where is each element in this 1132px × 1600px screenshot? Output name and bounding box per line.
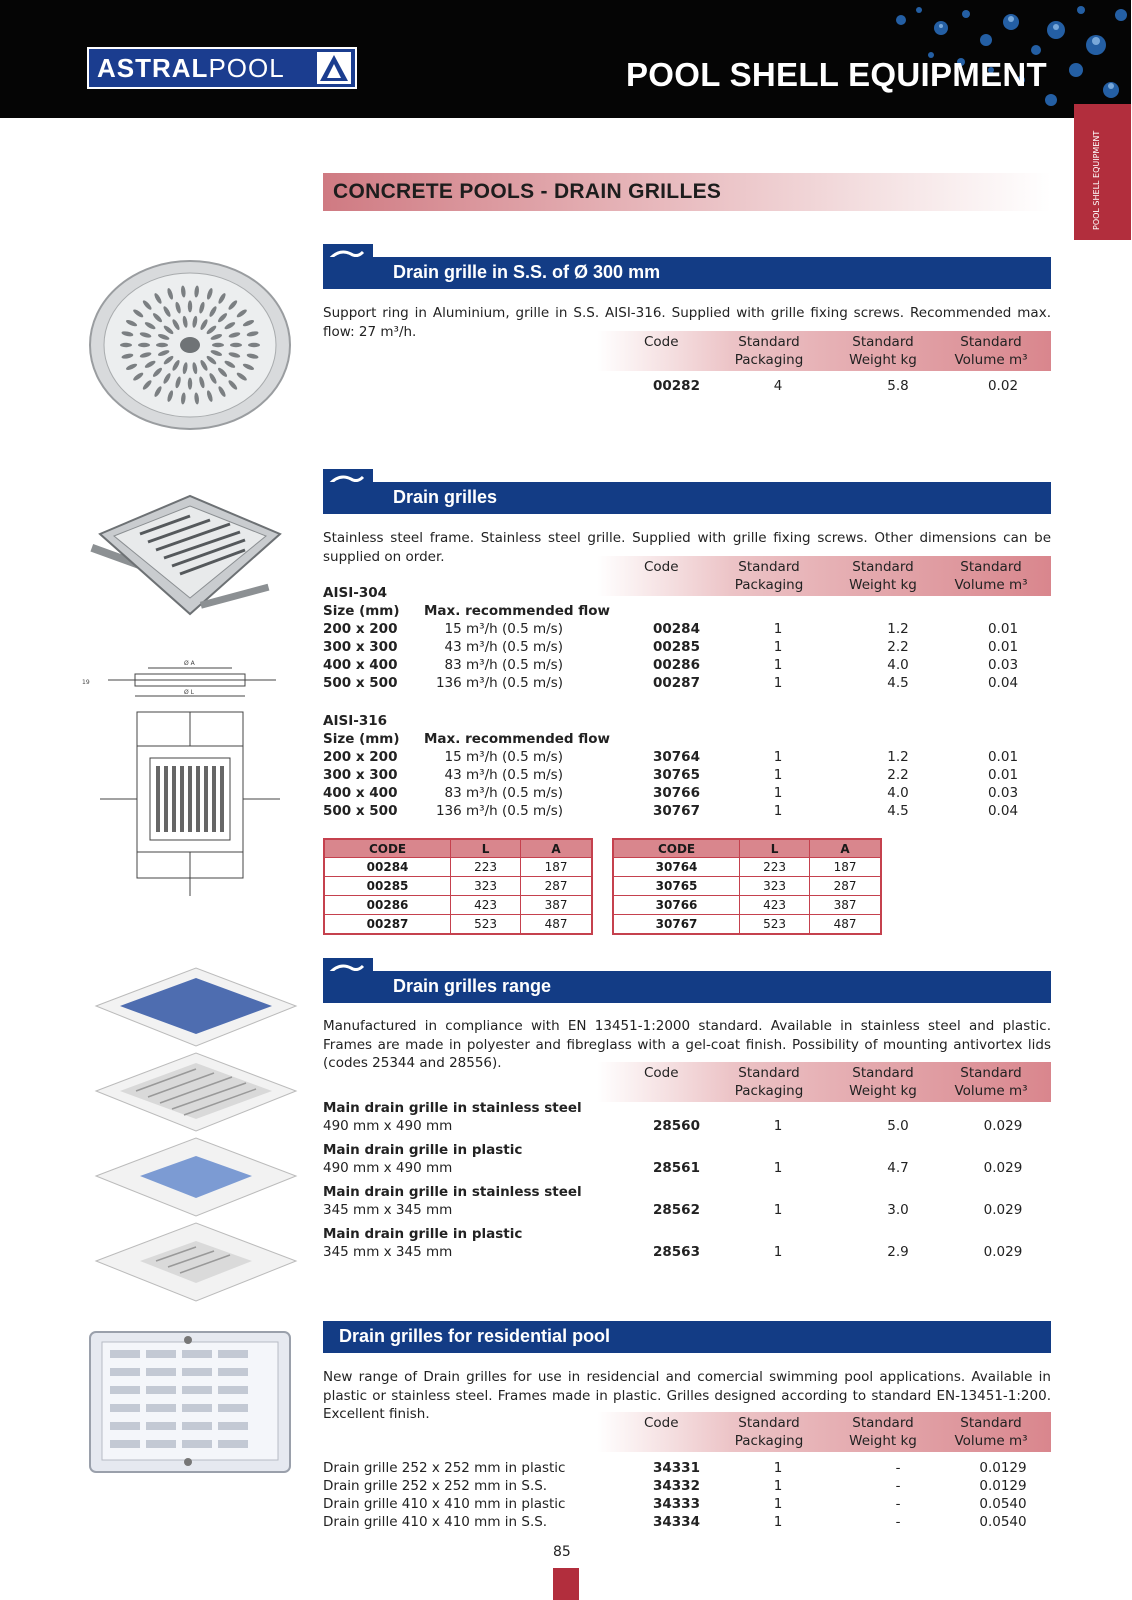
col-weight-1: Standard <box>852 559 914 575</box>
cell-volume: 0.03 <box>987 657 1019 673</box>
side-tab-label: POOL SHELL EQUIPMENT <box>1092 130 1101 230</box>
table-row <box>323 1459 1051 1477</box>
cell-volume: 0.01 <box>987 749 1019 765</box>
cell-code: 34333 <box>653 1496 700 1512</box>
cell-flow: 83 m³/h (0.5 m/s) <box>444 785 563 801</box>
grille-slot <box>138 343 150 347</box>
cell-packaging: 1 <box>773 639 783 655</box>
group-name: AISI-304 <box>323 585 387 601</box>
cell-volume: 0.029 <box>983 1118 1023 1134</box>
cell-packaging: 1 <box>773 1496 783 1512</box>
cell-code: 00287 <box>653 675 700 691</box>
size-label: Size (mm) <box>323 731 400 747</box>
product-header <box>323 482 1051 514</box>
col-packaging <box>728 1414 810 1450</box>
item-name: Main drain grille in plastic <box>323 1142 523 1158</box>
cell-flow: 15 m³/h (0.5 m/s) <box>444 749 563 765</box>
col-volume-1: Standard <box>960 1415 1022 1431</box>
cell-code: 34332 <box>653 1478 700 1494</box>
table-header <box>597 556 1051 596</box>
grille-slot <box>212 343 224 347</box>
cell-size: 400 x 400 <box>323 785 398 801</box>
item-name: Main drain grille in stainless steel <box>323 1184 582 1200</box>
section-banner <box>323 173 1051 211</box>
col-weight-1: Standard <box>852 1065 914 1081</box>
size-label: Size (mm) <box>323 603 400 619</box>
table-row <box>323 748 1051 766</box>
table-row <box>323 1495 1051 1513</box>
product-title: Drain grilles <box>393 487 498 507</box>
cell-size: 345 mm x 345 mm <box>323 1244 453 1260</box>
col-volume <box>949 1414 1033 1450</box>
square-drain-grille-image <box>80 494 288 634</box>
cell-weight: 4.5 <box>887 675 909 691</box>
group-subheader <box>323 602 1051 620</box>
col-weight-1: Standard <box>852 1415 914 1431</box>
dim-cell-a: 287 <box>810 877 881 896</box>
col-packaging-2: Packaging <box>734 352 804 368</box>
col-weight-1: Standard <box>852 334 914 350</box>
dim-cell-a: 287 <box>521 877 592 896</box>
dim-header-l: L <box>740 839 810 858</box>
cell-size: 200 x 200 <box>323 621 398 637</box>
dim-cell-a: 487 <box>521 915 592 935</box>
cell-flow: 43 m³/h (0.5 m/s) <box>444 767 563 783</box>
cell-weight: 4.5 <box>887 803 909 819</box>
dim-cell-l: 223 <box>451 858 521 877</box>
grille-slot <box>156 343 168 347</box>
product-header <box>323 971 1051 1003</box>
dimension-table-316 <box>612 838 882 935</box>
col-volume-1: Standard <box>960 334 1022 350</box>
cell-packaging: 1 <box>773 1160 783 1176</box>
cell-packaging: 1 <box>773 803 783 819</box>
cell-weight: 2.9 <box>887 1244 909 1260</box>
cell-weight: 1.2 <box>887 621 909 637</box>
grille-slot <box>188 300 192 312</box>
cell-weight: 5.0 <box>887 1118 909 1134</box>
cell-size: 400 x 400 <box>323 657 398 673</box>
cell-volume: 0.0540 <box>979 1514 1027 1530</box>
dim-cell-code: 00284 <box>324 858 451 877</box>
col-packaging <box>728 558 810 594</box>
cell-size: 490 mm x 490 mm <box>323 1160 453 1176</box>
cell-volume: 0.0540 <box>979 1496 1027 1512</box>
dim-cell-code: 30766 <box>613 896 740 915</box>
grille-slot <box>230 343 242 347</box>
col-packaging-1: Standard <box>738 334 800 350</box>
dim-cell-a: 187 <box>521 858 592 877</box>
cell-code: 30764 <box>653 749 700 765</box>
brand-light: POOL <box>208 52 285 83</box>
dim-header-l: L <box>451 839 521 858</box>
cell-weight: 3.0 <box>887 1202 909 1218</box>
dim-cell-code: 00286 <box>324 896 451 915</box>
label-dia-l: Ø L <box>184 689 194 696</box>
cell-weight: 4.7 <box>887 1160 909 1176</box>
dim-cell-l: 523 <box>740 915 810 935</box>
grille-slot <box>188 378 192 390</box>
cell-weight: - <box>895 1496 901 1512</box>
drain-grille-technical-drawing <box>80 660 290 916</box>
cell-packaging: 1 <box>773 675 783 691</box>
cell-size: 490 mm x 490 mm <box>323 1118 453 1134</box>
col-packaging-1: Standard <box>738 1415 800 1431</box>
cell-packaging: 1 <box>773 1460 783 1476</box>
dim-cell-code: 30767 <box>613 915 740 935</box>
col-volume <box>949 558 1033 594</box>
product-title: Drain grille in S.S. of Ø 300 mm <box>393 262 661 282</box>
cell-code: 00285 <box>653 639 700 655</box>
dim-cell-code: 30764 <box>613 858 740 877</box>
cell-volume: 0.03 <box>987 785 1019 801</box>
cell-volume: 0.02 <box>987 378 1019 394</box>
cell-volume: 0.029 <box>983 1202 1023 1218</box>
dim-header-a: A <box>521 839 592 858</box>
cell-weight: 4.0 <box>887 657 909 673</box>
cell-code: 00282 <box>653 378 700 394</box>
drain-grilles-range-images <box>96 968 296 1308</box>
table-row <box>323 802 1051 820</box>
cell-packaging: 1 <box>773 1514 783 1530</box>
round-drain-grille-image <box>88 258 292 432</box>
product-header <box>323 257 1051 289</box>
cell-size: 300 x 300 <box>323 639 398 655</box>
col-packaging <box>728 1064 810 1100</box>
cell-name: Drain grille 252 x 252 mm in plastic <box>323 1460 566 1476</box>
dimension-table-304 <box>323 838 593 935</box>
product-title: Drain grilles for residential pool <box>339 1326 611 1346</box>
dim-cell-code: 00285 <box>324 877 451 896</box>
cell-volume: 0.04 <box>987 803 1019 819</box>
table-row <box>323 1117 1051 1135</box>
product-description: New range of Drain grilles for use in residencial and comercial swimming pool applications. Available in plastic or stainless steel. Frames made in plastic. Grilles designed according to standard EN-13451-1:200. Excellent finish. <box>323 1369 1051 1422</box>
cell-packaging: 1 <box>773 657 783 673</box>
dim-cell-l: 423 <box>451 896 521 915</box>
col-volume-1: Standard <box>960 559 1022 575</box>
product-header <box>323 1321 1051 1353</box>
table-header <box>597 331 1051 371</box>
col-weight-2: Weight kg <box>849 1433 917 1449</box>
dim-cell-a: 187 <box>810 858 881 877</box>
cell-packaging: 1 <box>773 1118 783 1134</box>
product-description: Support ring in Aluminium, grille in S.S. AISI-316. Supplied with grille fixing screws. Recommended max. flow: 27 m³/h. <box>323 305 1051 340</box>
cell-code: 30765 <box>653 767 700 783</box>
product-description: Manufactured in compliance with EN 13451-1:2000 standard. Available in stainless steel and plastic. Frames are made in polyester and fibreglass with a gel-coat finish. Possibility of mounting antivortex lids (codes 25344 and 28556). <box>323 1018 1051 1071</box>
dim-cell-l: 523 <box>451 915 521 935</box>
col-volume <box>949 333 1033 369</box>
cell-code: 28560 <box>653 1118 700 1134</box>
cell-packaging: 1 <box>773 1478 783 1494</box>
col-packaging-1: Standard <box>738 1065 800 1081</box>
cell-packaging: 1 <box>773 1202 783 1218</box>
cell-code: 00286 <box>653 657 700 673</box>
cell-size: 300 x 300 <box>323 767 398 783</box>
col-packaging <box>728 333 810 369</box>
dim-row <box>613 877 881 896</box>
cell-flow: 43 m³/h (0.5 m/s) <box>444 639 563 655</box>
dim-cell-a: 387 <box>521 896 592 915</box>
product-title: Drain grilles range <box>393 976 552 996</box>
col-volume <box>949 1064 1033 1100</box>
flow-label: Max. recommended flow <box>424 731 611 747</box>
label-height: 19 <box>82 679 90 686</box>
cell-weight: 4.0 <box>887 785 909 801</box>
col-code: Code <box>644 334 679 350</box>
table-row <box>323 1201 1051 1219</box>
cell-weight: 2.2 <box>887 639 909 655</box>
cell-volume: 0.029 <box>983 1160 1023 1176</box>
triangle-logo-icon <box>317 52 351 84</box>
cell-size: 200 x 200 <box>323 749 398 765</box>
col-volume-2: Volume m³ <box>954 1433 1028 1449</box>
group-subheader <box>323 730 1051 748</box>
table-row <box>323 766 1051 784</box>
table-header <box>597 1062 1051 1102</box>
col-packaging-2: Packaging <box>734 577 804 593</box>
cell-code: 00284 <box>653 621 700 637</box>
cell-flow: 136 m³/h (0.5 m/s) <box>435 675 563 691</box>
dim-cell-l: 223 <box>740 858 810 877</box>
cell-packaging: 1 <box>773 1244 783 1260</box>
cell-weight: - <box>895 1478 901 1494</box>
dim-row <box>613 915 881 935</box>
cell-weight: 2.2 <box>887 767 909 783</box>
product-description: Stainless steel frame. Stainless steel grille. Supplied with grille fixing screws. Other dimensions can be supplied on order. <box>323 530 1051 565</box>
col-volume-2: Volume m³ <box>954 577 1028 593</box>
dim-cell-code: 30765 <box>613 877 740 896</box>
col-packaging-2: Packaging <box>734 1433 804 1449</box>
cell-weight: - <box>895 1460 901 1476</box>
table-row <box>323 784 1051 802</box>
cell-code: 28562 <box>653 1202 700 1218</box>
col-code: Code <box>644 1415 679 1431</box>
dim-row <box>324 877 592 896</box>
dim-cell-l: 323 <box>451 877 521 896</box>
cell-volume: 0.01 <box>987 621 1019 637</box>
item-name: Main drain grille in stainless steel <box>323 1100 582 1116</box>
col-volume-2: Volume m³ <box>954 352 1028 368</box>
cell-code: 28563 <box>653 1244 700 1260</box>
table-row <box>323 656 1051 674</box>
cell-volume: 0.029 <box>983 1244 1023 1260</box>
item-name: Main drain grille in plastic <box>323 1226 523 1242</box>
chapter-side-tab <box>1074 104 1131 240</box>
col-code: Code <box>644 1065 679 1081</box>
grille-slot <box>248 343 260 347</box>
cell-flow: 15 m³/h (0.5 m/s) <box>444 621 563 637</box>
dim-header-code: CODE <box>324 839 451 858</box>
grille-slot <box>120 343 132 347</box>
brand-bold: ASTRAL <box>97 52 209 83</box>
cell-volume: 0.04 <box>987 675 1019 691</box>
table-row <box>323 1513 1051 1531</box>
table-row <box>323 620 1051 638</box>
col-weight <box>842 1414 924 1450</box>
page-number-tab <box>553 1568 579 1600</box>
col-weight <box>842 558 924 594</box>
table-header <box>597 1412 1051 1452</box>
cell-packaging: 1 <box>773 749 783 765</box>
dim-row <box>324 915 592 935</box>
dim-row <box>324 858 592 877</box>
residential-drain-grille-image <box>88 1328 292 1476</box>
dim-cell-l: 423 <box>740 896 810 915</box>
col-weight-2: Weight kg <box>849 352 917 368</box>
group-name: AISI-316 <box>323 713 387 729</box>
col-packaging-2: Packaging <box>734 1083 804 1099</box>
cell-code: 30766 <box>653 785 700 801</box>
dim-row <box>324 896 592 915</box>
cell-size: 500 x 500 <box>323 803 398 819</box>
col-weight-2: Weight kg <box>849 577 917 593</box>
cell-packaging: 1 <box>773 767 783 783</box>
table-row <box>323 1159 1051 1177</box>
cell-volume: 0.0129 <box>979 1460 1027 1476</box>
flow-label: Max. recommended flow <box>424 603 611 619</box>
dim-row <box>613 858 881 877</box>
col-code: Code <box>644 559 679 575</box>
dim-cell-code: 00287 <box>324 915 451 935</box>
cell-code: 34331 <box>653 1460 700 1476</box>
cell-packaging: 4 <box>773 378 783 394</box>
cell-code: 34334 <box>653 1514 700 1530</box>
dim-header-code: CODE <box>613 839 740 858</box>
page-header-title: POOL SHELL EQUIPMENT <box>626 56 1047 93</box>
table-row <box>323 674 1051 692</box>
section-title: CONCRETE POOLS - DRAIN GRILLES <box>333 180 722 203</box>
dim-row <box>613 896 881 915</box>
cell-weight: 5.8 <box>887 378 909 394</box>
page-number: 85 <box>553 1544 571 1560</box>
dim-header-a: A <box>810 839 881 858</box>
cell-flow: 136 m³/h (0.5 m/s) <box>435 803 563 819</box>
cell-size: 500 x 500 <box>323 675 398 691</box>
cell-name: Drain grille 410 x 410 mm in S.S. <box>323 1514 548 1530</box>
dim-cell-a: 487 <box>810 915 881 935</box>
col-weight-2: Weight kg <box>849 1083 917 1099</box>
col-volume-1: Standard <box>960 1065 1022 1081</box>
dim-cell-l: 323 <box>740 877 810 896</box>
cell-volume: 0.0129 <box>979 1478 1027 1494</box>
cell-flow: 83 m³/h (0.5 m/s) <box>444 657 563 673</box>
cell-packaging: 1 <box>773 785 783 801</box>
table-row <box>323 1477 1051 1495</box>
cell-volume: 0.01 <box>987 639 1019 655</box>
cell-weight: 1.2 <box>887 749 909 765</box>
col-weight <box>842 1064 924 1100</box>
table-row <box>323 1243 1051 1261</box>
astralpool-logo <box>87 47 357 89</box>
col-packaging-1: Standard <box>738 559 800 575</box>
dim-cell-a: 387 <box>810 896 881 915</box>
cell-code: 28561 <box>653 1160 700 1176</box>
label-dia-a: Ø A <box>184 660 195 667</box>
table-row <box>323 638 1051 656</box>
cell-size: 345 mm x 345 mm <box>323 1202 453 1218</box>
col-volume-2: Volume m³ <box>954 1083 1028 1099</box>
table-row <box>323 377 1051 395</box>
cell-volume: 0.01 <box>987 767 1019 783</box>
cell-name: Drain grille 410 x 410 mm in plastic <box>323 1496 566 1512</box>
cell-name: Drain grille 252 x 252 mm in S.S. <box>323 1478 548 1494</box>
cell-packaging: 1 <box>773 621 783 637</box>
col-weight <box>842 333 924 369</box>
cell-weight: - <box>895 1514 901 1530</box>
cell-code: 30767 <box>653 803 700 819</box>
